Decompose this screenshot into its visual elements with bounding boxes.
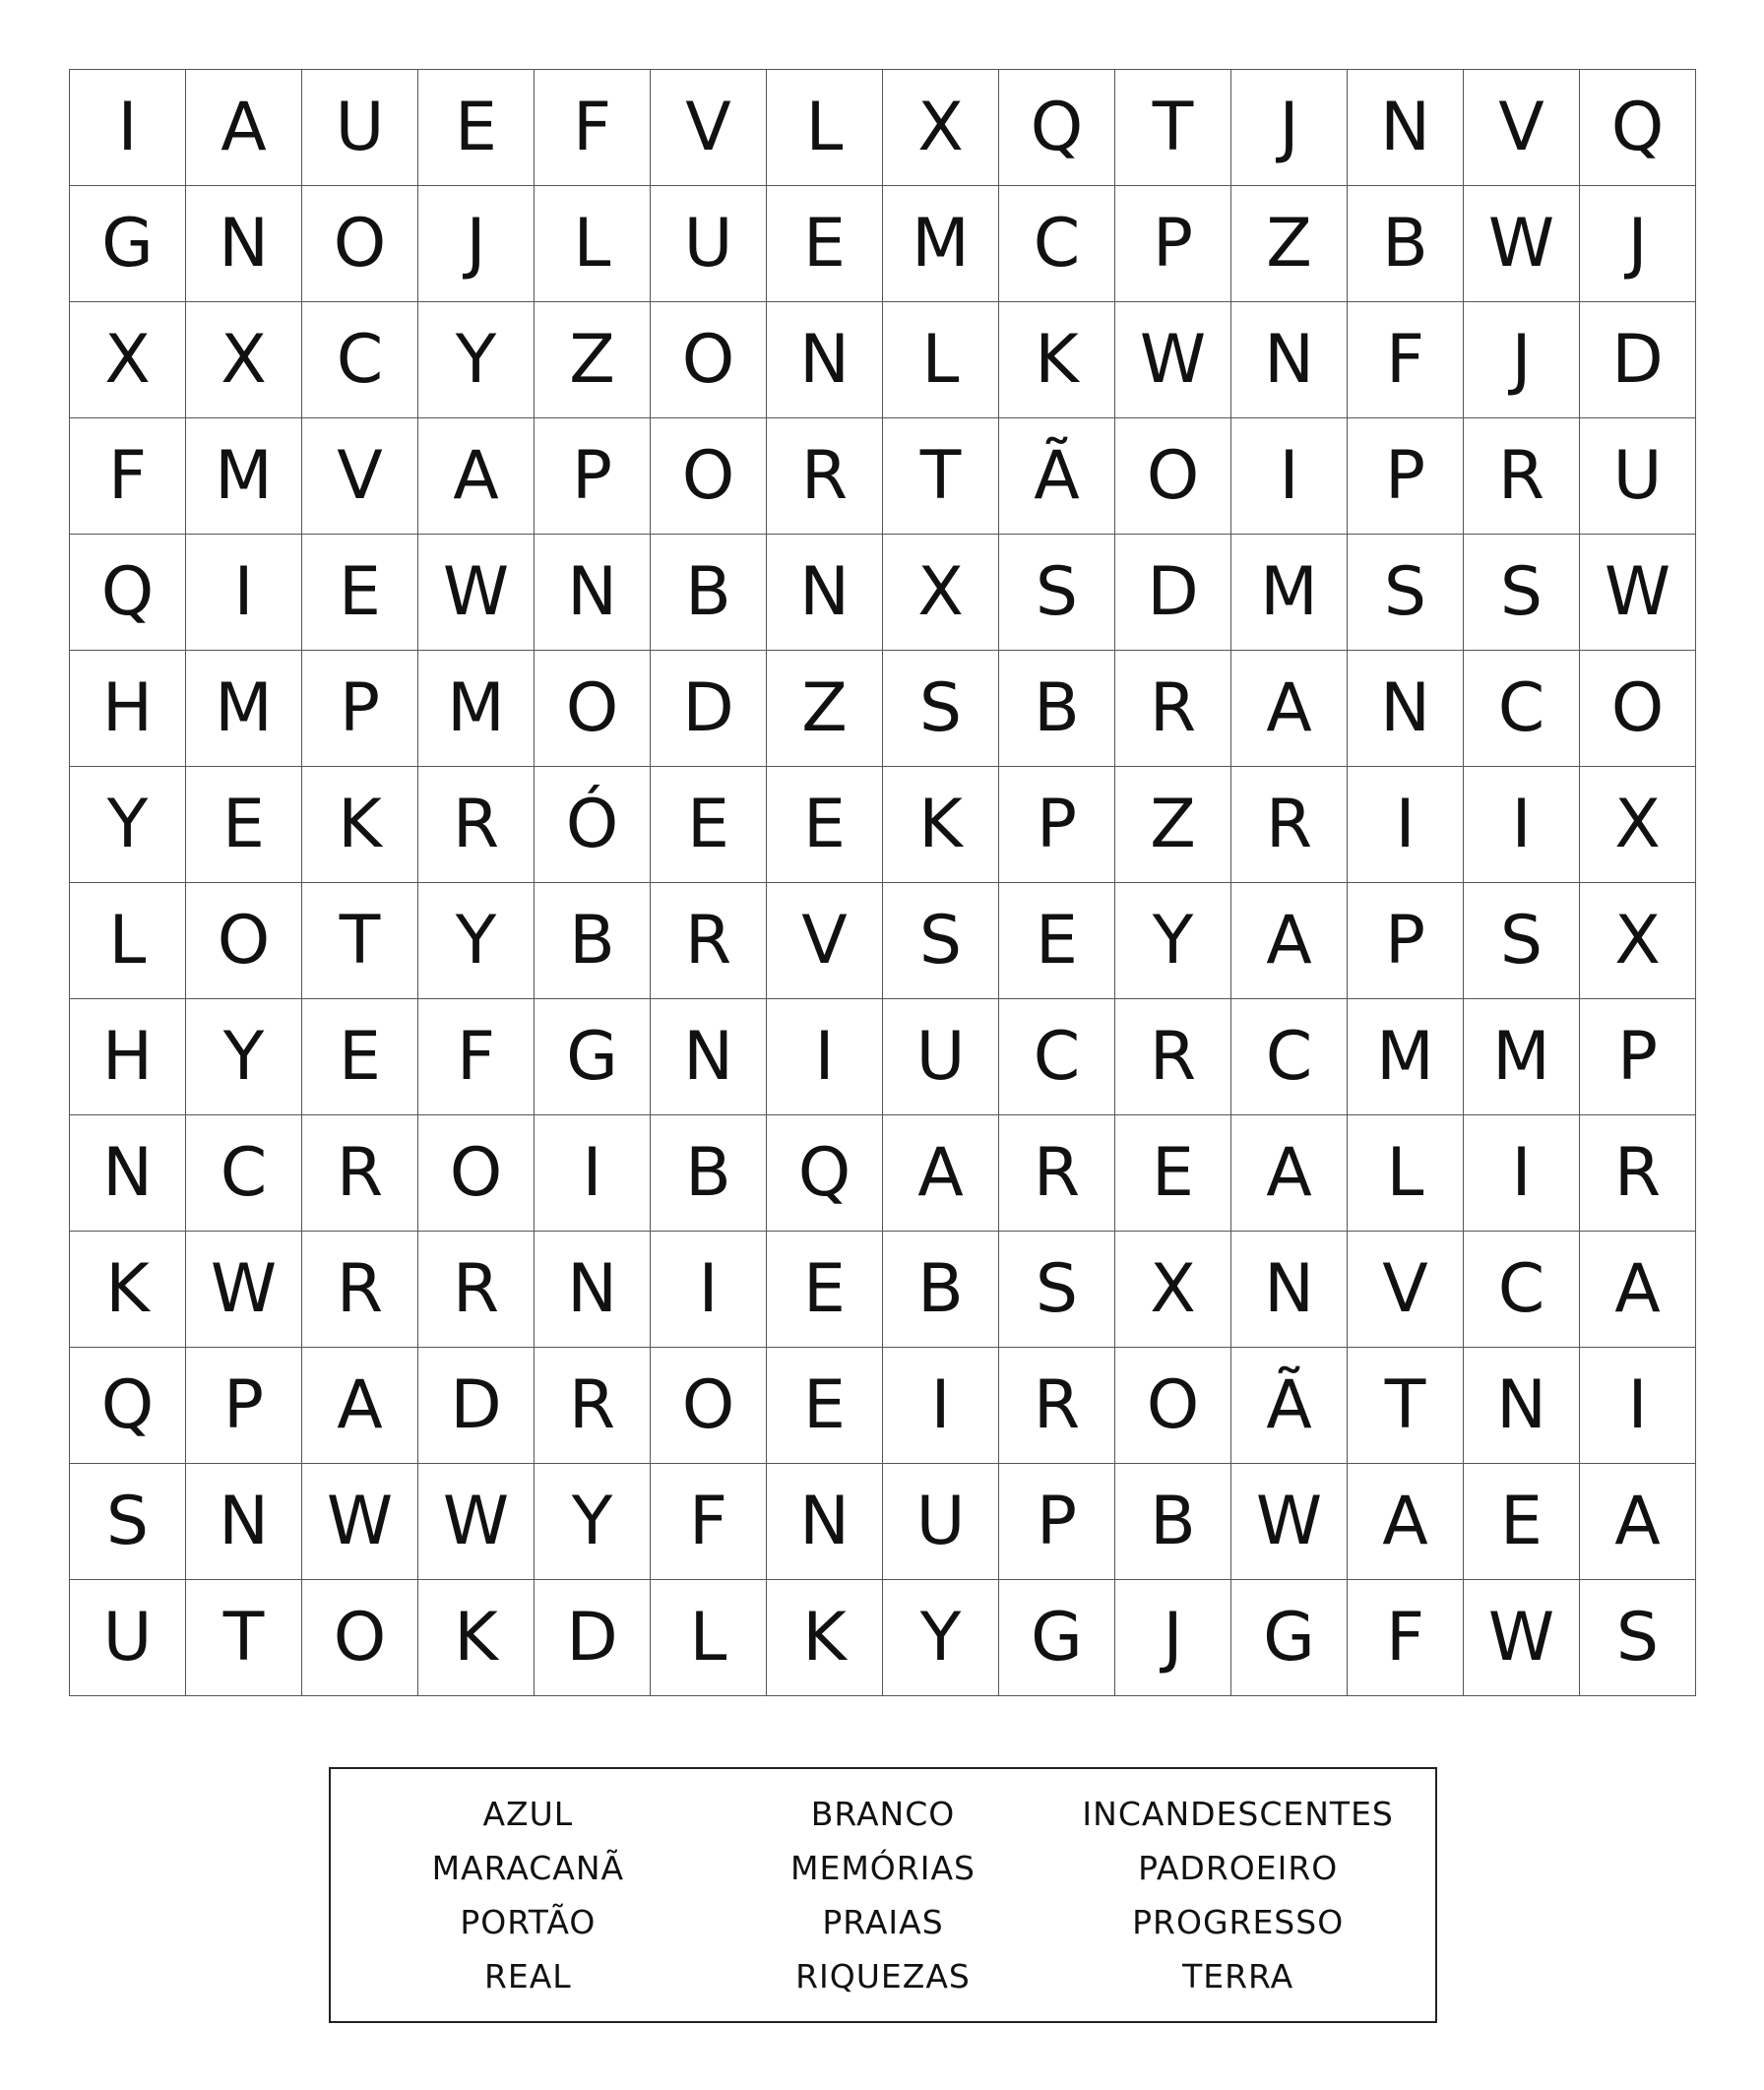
grid-cell[interactable]: D [1115, 535, 1231, 651]
word-list-item: MARACANÃ [431, 1849, 625, 1887]
grid-cell[interactable]: I [883, 1348, 999, 1464]
grid-cell[interactable]: S [70, 1464, 186, 1580]
grid-cell[interactable]: Q [70, 535, 186, 651]
grid-cell[interactable]: N [535, 535, 651, 651]
grid-cell[interactable]: R [651, 883, 767, 999]
grid-cell[interactable]: B [651, 1115, 767, 1232]
grid-cell[interactable]: I [535, 1115, 651, 1232]
grid-cell[interactable]: P [999, 767, 1115, 883]
grid-cell[interactable]: N [186, 1464, 302, 1580]
grid-cell[interactable]: G [999, 1580, 1115, 1696]
grid-cell[interactable]: R [999, 1115, 1115, 1232]
grid-cell[interactable]: C [1464, 1232, 1580, 1348]
grid-cell[interactable]: W [1464, 1580, 1580, 1696]
grid-cell[interactable]: J [1115, 1580, 1231, 1696]
grid-cell[interactable]: C [302, 302, 418, 418]
grid-cell[interactable]: E [767, 1348, 883, 1464]
grid-cell[interactable]: Q [1580, 70, 1696, 186]
grid-cell[interactable]: K [767, 1580, 883, 1696]
grid-cell[interactable]: N [535, 1232, 651, 1348]
grid-cell[interactable]: D [651, 651, 767, 767]
grid-cell[interactable]: O [186, 883, 302, 999]
grid-cell[interactable]: E [1464, 1464, 1580, 1580]
grid-cell[interactable]: P [1115, 186, 1231, 302]
grid-cell[interactable]: T [1348, 1348, 1464, 1464]
grid-cell[interactable]: A [1231, 883, 1348, 999]
grid-cell[interactable]: L [767, 70, 883, 186]
grid-cell[interactable]: R [999, 1348, 1115, 1464]
grid-cell[interactable]: Z [767, 651, 883, 767]
grid-cell[interactable]: E [999, 883, 1115, 999]
grid-cell[interactable]: Z [535, 302, 651, 418]
grid-cell[interactable]: Y [186, 999, 302, 1115]
grid-cell[interactable]: T [302, 883, 418, 999]
grid-cell[interactable]: J [418, 186, 535, 302]
grid-cell[interactable]: O [535, 651, 651, 767]
grid-cell[interactable]: K [999, 302, 1115, 418]
grid-cell[interactable]: E [767, 186, 883, 302]
grid-cell[interactable]: N [1231, 1232, 1348, 1348]
word-list-item: AZUL [482, 1795, 574, 1833]
grid-cell[interactable]: X [70, 302, 186, 418]
grid-cell[interactable]: Z [1115, 767, 1231, 883]
grid-cell[interactable]: P [1348, 883, 1464, 999]
grid-cell[interactable]: M [883, 186, 999, 302]
grid-cell[interactable]: I [1348, 767, 1464, 883]
grid-cell[interactable]: T [1115, 70, 1231, 186]
grid-cell[interactable]: O [651, 1348, 767, 1464]
grid-cell[interactable]: E [418, 70, 535, 186]
grid-cell[interactable]: A [1580, 1232, 1696, 1348]
grid-cell[interactable]: P [999, 1464, 1115, 1580]
grid-cell[interactable]: Z [1231, 186, 1348, 302]
grid-cell[interactable]: O [418, 1115, 535, 1232]
word-list-item: MEMÓRIAS [790, 1849, 976, 1887]
grid-cell[interactable]: X [186, 302, 302, 418]
grid-cell[interactable]: L [1348, 1115, 1464, 1232]
word-list-item: PROGRESSO [1132, 1903, 1345, 1941]
grid-cell[interactable]: U [651, 186, 767, 302]
grid-cell[interactable]: S [1464, 883, 1580, 999]
word-list-item: TERRA [1182, 1957, 1294, 1995]
grid-cell[interactable]: F [651, 1464, 767, 1580]
grid-cell[interactable]: X [1580, 883, 1696, 999]
grid-cell[interactable]: N [767, 535, 883, 651]
grid-cell[interactable]: D [1580, 302, 1696, 418]
grid-cell[interactable]: A [186, 70, 302, 186]
grid-cell[interactable]: Ó [535, 767, 651, 883]
grid-cell[interactable]: U [302, 70, 418, 186]
grid-cell[interactable]: R [1464, 418, 1580, 535]
grid-cell[interactable]: S [1580, 1580, 1696, 1696]
grid-cell[interactable]: R [535, 1348, 651, 1464]
grid-cell[interactable]: J [1231, 70, 1348, 186]
grid-cell[interactable]: B [999, 651, 1115, 767]
grid-cell[interactable]: Y [70, 767, 186, 883]
grid-cell[interactable]: V [1348, 1232, 1464, 1348]
grid-cell[interactable]: X [883, 535, 999, 651]
grid-cell[interactable]: Q [999, 70, 1115, 186]
grid-cell[interactable]: K [70, 1232, 186, 1348]
grid-cell[interactable]: R [302, 1232, 418, 1348]
word-list-item: PADROEIRO [1138, 1849, 1339, 1887]
grid-cell[interactable]: C [999, 186, 1115, 302]
grid-cell[interactable]: J [1464, 302, 1580, 418]
grid-cell[interactable]: E [651, 767, 767, 883]
grid-cell[interactable]: M [186, 418, 302, 535]
grid-cell[interactable]: P [186, 1348, 302, 1464]
grid-cell[interactable]: S [883, 651, 999, 767]
grid-cell[interactable]: L [70, 883, 186, 999]
grid-cell[interactable]: L [535, 186, 651, 302]
grid-cell[interactable]: W [302, 1464, 418, 1580]
grid-cell[interactable]: R [418, 767, 535, 883]
grid-cell[interactable]: C [1231, 999, 1348, 1115]
grid-cell[interactable]: W [418, 1464, 535, 1580]
grid-cell[interactable]: A [418, 418, 535, 535]
grid-cell[interactable]: F [1348, 1580, 1464, 1696]
grid-cell[interactable]: U [883, 999, 999, 1115]
grid-cell[interactable]: O [1115, 418, 1231, 535]
grid-cell[interactable]: W [1464, 186, 1580, 302]
grid-cell[interactable]: U [1580, 418, 1696, 535]
grid-cell[interactable]: O [651, 302, 767, 418]
grid-cell[interactable]: W [186, 1232, 302, 1348]
grid-cell[interactable]: V [1464, 70, 1580, 186]
grid-cell[interactable]: Y [883, 1580, 999, 1696]
grid-cell[interactable]: G [535, 999, 651, 1115]
grid-cell[interactable]: H [70, 651, 186, 767]
grid-cell[interactable]: N [1348, 651, 1464, 767]
grid-cell[interactable]: N [1464, 1348, 1580, 1464]
grid-cell[interactable]: A [1348, 1464, 1464, 1580]
grid-cell[interactable]: N [767, 302, 883, 418]
grid-cell[interactable]: I [1580, 1348, 1696, 1464]
grid-cell[interactable]: Y [535, 1464, 651, 1580]
word-list-item: RIQUEZAS [795, 1957, 971, 1995]
grid-cell[interactable]: S [1348, 535, 1464, 651]
grid-cell[interactable]: K [883, 767, 999, 883]
grid-cell[interactable]: Ã [1231, 1348, 1348, 1464]
grid-cell[interactable]: I [186, 535, 302, 651]
grid-cell[interactable]: U [883, 1464, 999, 1580]
grid-cell[interactable]: L [651, 1580, 767, 1696]
grid-cell[interactable]: D [535, 1580, 651, 1696]
word-list-item: INCANDESCENTES [1082, 1795, 1394, 1833]
grid-cell[interactable]: L [883, 302, 999, 418]
grid-cell[interactable]: K [302, 767, 418, 883]
grid-cell[interactable]: F [535, 70, 651, 186]
grid-cell[interactable]: E [1115, 1115, 1231, 1232]
grid-cell[interactable]: P [1348, 418, 1464, 535]
grid-cell[interactable]: E [767, 1232, 883, 1348]
grid-cell[interactable]: B [1115, 1464, 1231, 1580]
grid-cell[interactable]: Y [418, 883, 535, 999]
grid-cell[interactable]: X [1580, 767, 1696, 883]
grid-cell[interactable]: R [1115, 651, 1231, 767]
grid-cell[interactable]: R [767, 418, 883, 535]
grid-cell[interactable]: B [535, 883, 651, 999]
grid-cell[interactable]: S [999, 1232, 1115, 1348]
grid-cell[interactable]: R [418, 1232, 535, 1348]
grid-cell[interactable]: J [1580, 186, 1696, 302]
grid-cell[interactable]: O [302, 1580, 418, 1696]
grid-cell[interactable]: V [767, 883, 883, 999]
grid-cell[interactable]: P [302, 651, 418, 767]
grid-cell[interactable]: O [302, 186, 418, 302]
grid-cell[interactable]: I [1464, 1115, 1580, 1232]
grid-cell[interactable]: M [1464, 999, 1580, 1115]
grid-cell[interactable]: I [70, 70, 186, 186]
grid-cell[interactable]: N [186, 186, 302, 302]
grid-cell[interactable]: R [1580, 1115, 1696, 1232]
grid-cell[interactable]: O [1580, 651, 1696, 767]
grid-cell[interactable]: R [302, 1115, 418, 1232]
grid-cell[interactable]: E [767, 767, 883, 883]
grid-cell[interactable]: R [1231, 767, 1348, 883]
grid-cell[interactable]: I [1231, 418, 1348, 535]
word-list-item: PRAIAS [822, 1903, 944, 1941]
grid-cell[interactable]: U [70, 1580, 186, 1696]
grid-cell[interactable]: E [302, 535, 418, 651]
grid-cell[interactable]: B [883, 1232, 999, 1348]
grid-cell[interactable]: M [418, 651, 535, 767]
grid-cell[interactable]: R [1115, 999, 1231, 1115]
grid-cell[interactable]: A [883, 1115, 999, 1232]
grid-cell[interactable]: S [1464, 535, 1580, 651]
grid-cell[interactable]: F [70, 418, 186, 535]
grid-cell[interactable]: G [1231, 1580, 1348, 1696]
grid-cell[interactable]: O [651, 418, 767, 535]
grid-cell[interactable]: H [70, 999, 186, 1115]
word-list [329, 1767, 1437, 2023]
grid-cell[interactable]: A [302, 1348, 418, 1464]
grid-cell[interactable]: G [70, 186, 186, 302]
grid-cell[interactable]: S [999, 535, 1115, 651]
grid-cell[interactable]: Y [1115, 883, 1231, 999]
grid-cell[interactable]: W [1580, 535, 1696, 651]
grid-cell[interactable]: P [1580, 999, 1696, 1115]
grid-cell[interactable]: C [186, 1115, 302, 1232]
word-search-grid [69, 69, 1696, 1696]
grid-cell[interactable]: P [535, 418, 651, 535]
grid-cell[interactable]: C [1464, 651, 1580, 767]
grid-cell[interactable]: W [1231, 1464, 1348, 1580]
word-list-item: BRANCO [810, 1795, 956, 1833]
grid-cell[interactable]: Ã [999, 418, 1115, 535]
grid-cell[interactable]: A [1231, 651, 1348, 767]
grid-cell[interactable]: N [1348, 70, 1464, 186]
grid-cell[interactable]: W [1115, 302, 1231, 418]
grid-cell[interactable]: F [418, 999, 535, 1115]
grid-cell[interactable]: E [186, 767, 302, 883]
word-list-item: REAL [483, 1957, 572, 1995]
grid-cell[interactable]: Q [767, 1115, 883, 1232]
grid-cell[interactable]: K [418, 1580, 535, 1696]
grid-cell[interactable]: F [1348, 302, 1464, 418]
grid-cell[interactable]: I [1464, 767, 1580, 883]
grid-cell[interactable]: N [70, 1115, 186, 1232]
grid-cell[interactable]: A [1580, 1464, 1696, 1580]
grid-cell[interactable]: B [1348, 186, 1464, 302]
grid-cell[interactable]: M [186, 651, 302, 767]
grid-cell[interactable]: V [651, 70, 767, 186]
grid-cell[interactable]: T [883, 418, 999, 535]
grid-cell[interactable]: S [883, 883, 999, 999]
word-list-item: PORTÃO [460, 1903, 597, 1941]
grid-cell[interactable]: M [1348, 999, 1464, 1115]
grid-cell[interactable]: W [418, 535, 535, 651]
grid-cell[interactable]: Q [70, 1348, 186, 1464]
grid-cell[interactable]: D [418, 1348, 535, 1464]
grid-cell[interactable]: T [186, 1580, 302, 1696]
grid-cell[interactable]: Y [418, 302, 535, 418]
grid-cell[interactable]: N [1231, 302, 1348, 418]
grid-cell[interactable]: I [651, 1232, 767, 1348]
grid-cell[interactable]: V [302, 418, 418, 535]
grid-cell[interactable]: X [1115, 1232, 1231, 1348]
grid-cell[interactable]: X [883, 70, 999, 186]
grid-cell[interactable]: N [767, 1464, 883, 1580]
grid-cell[interactable]: N [651, 999, 767, 1115]
grid-cell[interactable]: C [999, 999, 1115, 1115]
grid-cell[interactable]: B [651, 535, 767, 651]
grid-cell[interactable]: M [1231, 535, 1348, 651]
grid-cell[interactable]: O [1115, 1348, 1231, 1464]
grid-cell[interactable]: A [1231, 1115, 1348, 1232]
grid-cell[interactable]: I [767, 999, 883, 1115]
grid-cell[interactable]: E [302, 999, 418, 1115]
